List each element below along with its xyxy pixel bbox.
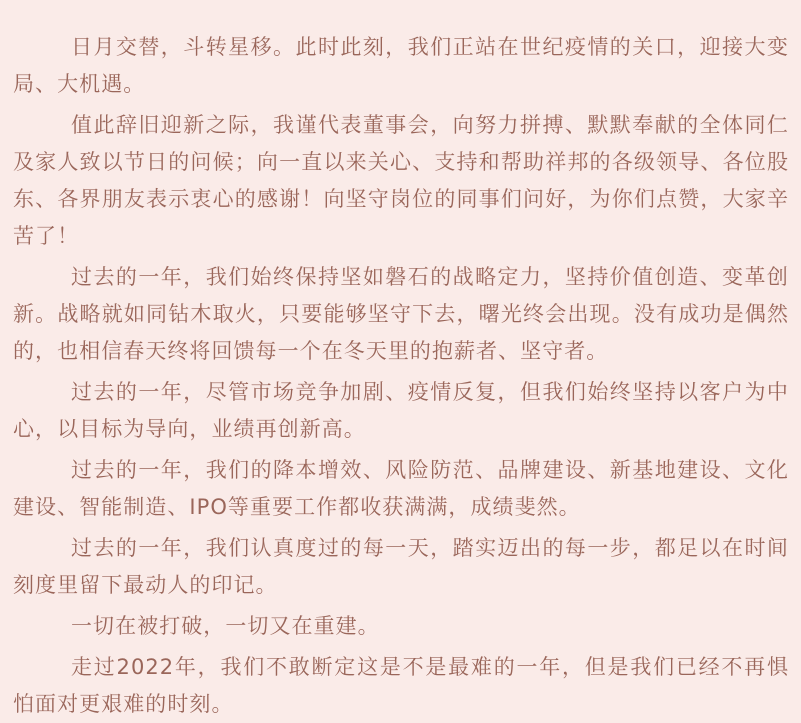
letter-paragraph: 值此辞旧迎新之际，我谨代表董事会，向努力拼搏、默默奉献的全体同仁及家人致以节日的问候；向一直以来关心、支持和帮助祥邦的各级领导、各位股东、各界朋友表示衷心的感谢！向坚守岗位的同事们问好，为你们点赞，大家辛苦了！ — [13, 113, 789, 248]
letter-paragraph: 过去的一年，尽管市场竞争加剧、疫情反复，但我们始终坚持以客户为中心，以目标为导向，业绩再创新高。 — [13, 380, 789, 441]
letter-paragraph: 过去的一年，我们始终保持坚如磐石的战略定力，坚持价值创造、变革创新。战略就如同钻木取火，只要能够坚守下去，曙光终会出现。没有成功是偶然的，也相信春天终将回馈每一个在冬天里的抱薪者、坚守者。 — [13, 265, 789, 363]
letter-paragraph: 过去的一年，我们认真度过的每一天，踏实迈出的每一步，都足以在时间刻度里留下最动人的印记。 — [13, 536, 789, 597]
letter-paragraph: 一切在被打破，一切又在重建。 — [71, 614, 380, 638]
letter-paragraph: 过去的一年，我们的降本增效、风险防范、品牌建设、新基地建设、文化建设、智能制造、IPO等重要工作都收获满满，成绩斐然。 — [13, 458, 789, 519]
letter-paragraph: 日月交替，斗转星移。此时此刻，我们正站在世纪疫情的关口，迎接大变局、大机遇。 — [13, 35, 789, 96]
letter-paragraph: 走过2022年，我们不敢断定这是不是最难的一年，但是我们已经不再惧怕面对更艰难的时刻。 — [13, 655, 789, 716]
